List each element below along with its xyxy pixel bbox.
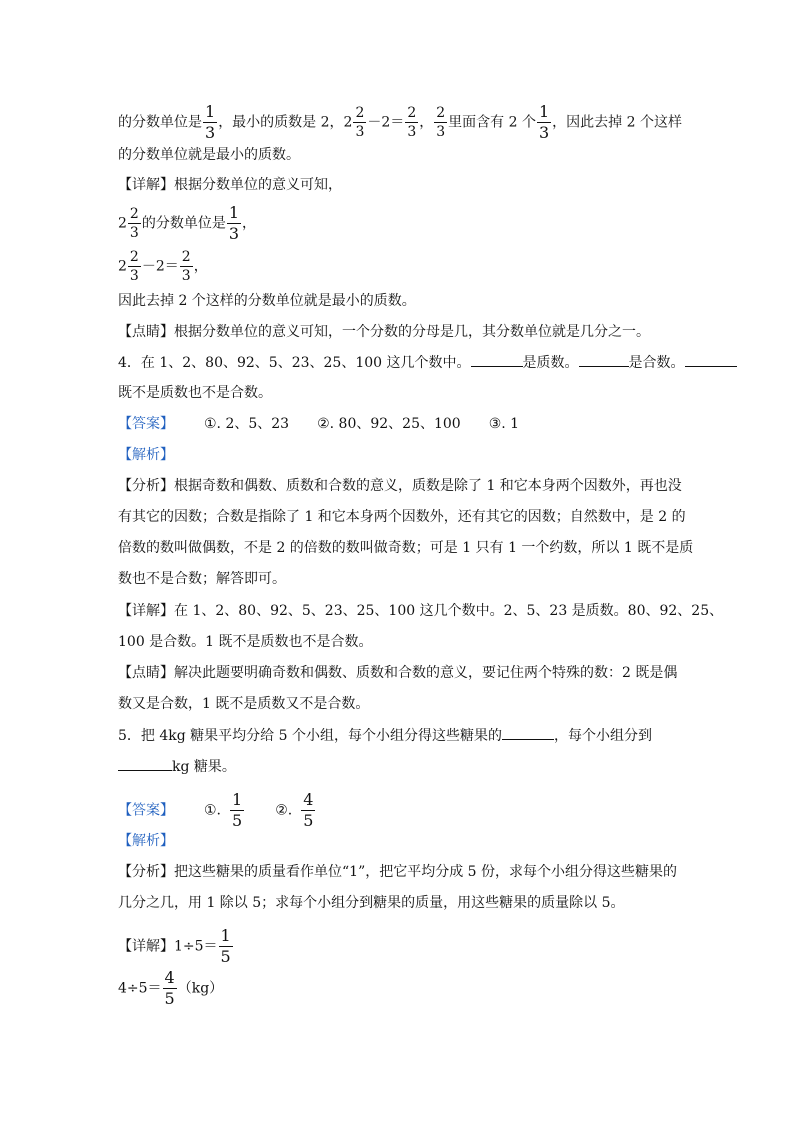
fraction-two-thirds: $\frac{2}{3}$ [355, 105, 365, 140]
point-4-line2: 数又是合数，1 既不是质数又不是合数。 [118, 696, 370, 712]
fraction-four-fifths: $\frac{4}{5}$ [303, 790, 314, 830]
fraction-two-thirds: $\frac{2}{3}$ [407, 105, 417, 140]
point-4-line1: 【点睛】解决此题要明确奇数和偶数、质数和合数的意义，要记住两个特殊的数：2 既是偶 [118, 665, 678, 681]
detail-1-line3: 2 $\frac{2}{3}$ －2＝ $\frac{2}{3}$ ， [118, 249, 208, 284]
analysis-5-line2: 几分之几，用 1 除以 5；求每个小组分到糖果的质量，用这些糖果的质量除以 5。 [118, 895, 625, 911]
question-4-line1: 4．在 1、2、80、92、5、23、25、100 这几个数中。 是质数。 是合数。 [118, 352, 737, 374]
question-5-line2: kg 糖果。 [118, 756, 236, 778]
fraction-one-fifth: $\frac{1}{5}$ [220, 926, 231, 966]
analysis-heading-4: 【解析】 [118, 447, 174, 463]
analysis-5-line1: 【分析】把这些糖果的质量看作单位“1”，把它平均分成 5 份，求每个小组分得这些糖果的 [118, 864, 678, 880]
analysis-4-line2: 有其它的因数；合数是指除了 1 和它本身两个因数外，还有其它的因数；自然数中，是 2 的 [118, 509, 686, 525]
analysis-4-line4: 数也不是合数；解答即可。 [118, 571, 286, 587]
detail-1-line1: 【详解】根据分数单位的意义可知， [118, 177, 342, 193]
detail-5-line1: 【详解】1÷5＝ $\frac{1}{5}$ [118, 926, 231, 966]
answer-blank[interactable] [118, 756, 172, 771]
analysis-4-line3: 倍数的数叫做偶数，不是 2 的倍数的数叫做奇数；可是 1 只有 1 一个约数，所以 1 既不是质 [118, 540, 694, 556]
question-5-line1: 5．把 4kg 糖果平均分给 5 个小组，每个小组分得这些糖果的 ，每个小组分到 [118, 725, 652, 747]
fraction-one-third: $\frac{1}{3}$ [205, 102, 216, 142]
detail-1-line4: 因此去掉 2 个这样的分数单位就是最小的质数。 [118, 293, 416, 309]
fraction-one-fifth: $\frac{1}{5}$ [232, 790, 243, 830]
analysis-heading-5: 【解析】 [118, 833, 174, 849]
answer-blank[interactable] [579, 352, 629, 367]
fraction-one-third: $\frac{1}{3}$ [538, 102, 550, 142]
detail-4-line2: 100 是合数。1 既不是质数也不是合数。 [118, 634, 373, 650]
fraction-one-third: $\frac{1}{3}$ [228, 203, 240, 243]
detail-5-line2: 4÷5＝ $\frac{4}{5}$ （kg） [118, 968, 224, 1008]
answer-blank[interactable] [685, 352, 737, 367]
answer-blank[interactable] [502, 725, 554, 740]
prev-explanation-line2: 的分数单位就是最小的质数。 [118, 147, 300, 163]
answer-4: 【答案】 ①. 2、5、23 ②. 80、92、25、100 ③. 1 [118, 416, 520, 432]
point-1: 【点睛】根据分数单位的意义可知，一个分数的分母是几，其分数单位就是几分之一。 [118, 324, 650, 340]
fraction-two-thirds: $\frac{2}{3}$ [436, 105, 446, 140]
fraction-four-fifths: $\frac{4}{5}$ [164, 968, 175, 1008]
fraction-two-thirds: $\frac{2}{3}$ [129, 206, 139, 241]
prev-explanation-line1: 的分数单位是 $\frac{1}{3}$ ，最小的质数是 2，2 $\frac{2}{3}$ －2＝ $\frac{2}{3}$ ， $\frac{2}{3}$ 里面含有 2 个 $\frac{1}{3}$ ，因此去掉 2 个这样 [118, 102, 682, 142]
question-4-line2: 既不是质数也不是合数。 [118, 385, 272, 401]
answer-blank[interactable] [471, 352, 523, 367]
detail-4-line1: 【详解】在 1、2、80、92、5、23、25、100 这几个数中。2、5、23 是质数。80、92、25、 [118, 603, 724, 619]
analysis-4-line1: 【分析】根据奇数和偶数、质数和合数的意义，质数是除了 1 和它本身两个因数外，再也没 [118, 478, 682, 494]
fraction-two-thirds: $\frac{2}{3}$ [181, 249, 191, 284]
detail-1-line2: 2 $\frac{2}{3}$ 的分数单位是 $\frac{1}{3}$ ， [118, 203, 257, 243]
answer-5: 【答案】 ①. $\frac{1}{5}$ ②. $\frac{4}{5}$ [118, 790, 314, 830]
fraction-two-thirds: $\frac{2}{3}$ [129, 249, 139, 284]
